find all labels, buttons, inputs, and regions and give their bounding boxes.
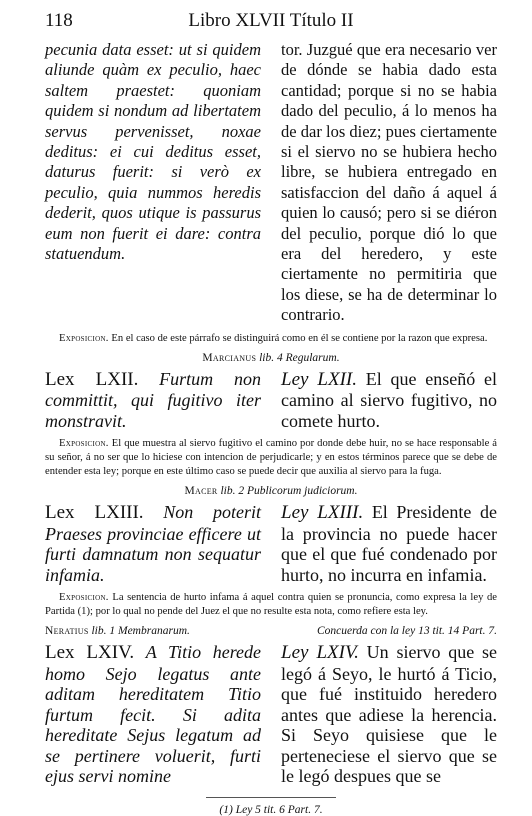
- lex-64: [45, 642, 497, 787]
- source-ref: lib. 4 Regularum.: [259, 351, 340, 364]
- source-left: [45, 625, 190, 637]
- ley-heading: Ley LXII.: [281, 368, 358, 390]
- source-citation-2: [45, 485, 497, 497]
- ley-heading: Ley LXIII.: [281, 502, 364, 524]
- lex-62-latin: [45, 369, 261, 432]
- page-header: [45, 10, 497, 40]
- source-author: Marcianus: [202, 351, 257, 364]
- exposition-1: [45, 332, 497, 346]
- source-author: Macer: [184, 485, 218, 498]
- ley-text: El que enseñó el camino al siervo fugitivo, no comete hurto.: [281, 368, 497, 431]
- exposition-label: Exposicion.: [59, 332, 109, 344]
- spanish-text-1: tor. Juzgué que era necesario ver de dónde se habia dado esta cantidad; porque si no se habia dado del peculio, á lo menos ha de dar los diez; pues ciertamente si el siervo no se hubiera hecho libre, se hubiera entregado en satisfaccion del daño á aquel á quien lo causó; pero si se diéron del peculio, porque dió lo que era del heredero, y este ciertamente no permitiria que los diese, se ha de determinar lo contrario.: [281, 40, 497, 325]
- ley-text: Un siervo que se legó á Seyo, le hurtó á Ticio, que fué instituido heredero antes que adiese la herencia. Si Seyo quisiese que le perteneciese el siervo que se le legó despues que se: [281, 642, 497, 787]
- page: [45, 10, 497, 816]
- footnote-rule: [206, 797, 336, 798]
- block-1: [45, 40, 497, 326]
- exposition-text: El que muestra al siervo fugitivo el camino por donde debe huir, no se hace responsable á su señor, á no ser que lo hiciese con intencion de perjudicarle; y en estos términos parece que se debe de entender esta ley; porque en este último caso se puede decir que auxilia al siervo para la fuga.: [45, 438, 497, 478]
- exposition-label: Exposicion.: [59, 438, 109, 450]
- source-author: Neratius: [45, 625, 89, 638]
- lex-text: Non poterit Praeses provinciae efficere ut furti damnatum non sequatur infamia.: [45, 502, 261, 585]
- lex-62-spanish: [281, 369, 497, 432]
- source-ref: lib. 1 Membranarum.: [91, 625, 190, 638]
- page-number: 118: [45, 10, 73, 31]
- lex-heading: Lex LXII.: [45, 368, 139, 390]
- running-title: Libro XLVII Título II: [188, 10, 354, 31]
- lex-64-latin: [45, 642, 261, 787]
- lex-63-spanish: [281, 502, 497, 585]
- lex-63: [45, 502, 497, 585]
- latin-text-1: pecunia data esset: ut si quidem aliunde quàm ex peculio, haec saltem praestet: quoniam quidem si nondum ad libertatem servus pervenisset, noxae deditus: ei cui deditus esset, daturus fuerit: si verò ex peculio, quia nummos heredis dederit, quos utique is passurus eum non fuerit ei dare: contra statuendum.: [45, 40, 261, 264]
- ley-text: El Presidente de la provincia no puede hacer que el que fué condenado por hurto, no incurra en infamia.: [281, 502, 497, 585]
- footnote: (1) Ley 5 tit. 6 Part. 7.: [219, 803, 323, 816]
- exposition-text: En el caso de este párrafo se distinguirá como en él se contiene por la razon que expresa.: [111, 332, 488, 344]
- exposition-3: [45, 591, 497, 619]
- exposition-label: Exposicion.: [59, 592, 109, 604]
- lex-text: A Titio herede homo Sejo legatus ante aditam hereditatem Titio furtum fecit. Si adita hereditate Sejus legatum ad se pertinere voluerit, furti ejus servi nomine: [45, 642, 262, 787]
- lex-64-spanish: [281, 642, 497, 787]
- lex-heading: Lex LXIII.: [45, 502, 144, 524]
- exposition-text: La sentencia de hurto infama á aquel contra quien se pronuncia, como expresa la ley de Partida (1); por lo qual no pende del Juez el que no resulte esta nota, como refiere esta ley.: [45, 592, 497, 618]
- concordance-note: Concuerda con la ley 13 tit. 14 Part. 7.: [316, 625, 497, 638]
- lex-62: [45, 369, 497, 432]
- lex-heading: Lex LXIV.: [45, 642, 135, 664]
- lex-text: Furtum non committit, qui fugitivo iter monstravit.: [45, 368, 261, 431]
- exposition-2: [45, 437, 497, 479]
- source-citation-3: [45, 625, 497, 637]
- source-citation-1: [45, 352, 497, 364]
- source-ref: lib. 2 Publicorum judiciorum.: [220, 485, 358, 498]
- ley-heading: Ley LXIV.: [281, 642, 359, 664]
- lex-63-latin: [45, 502, 261, 585]
